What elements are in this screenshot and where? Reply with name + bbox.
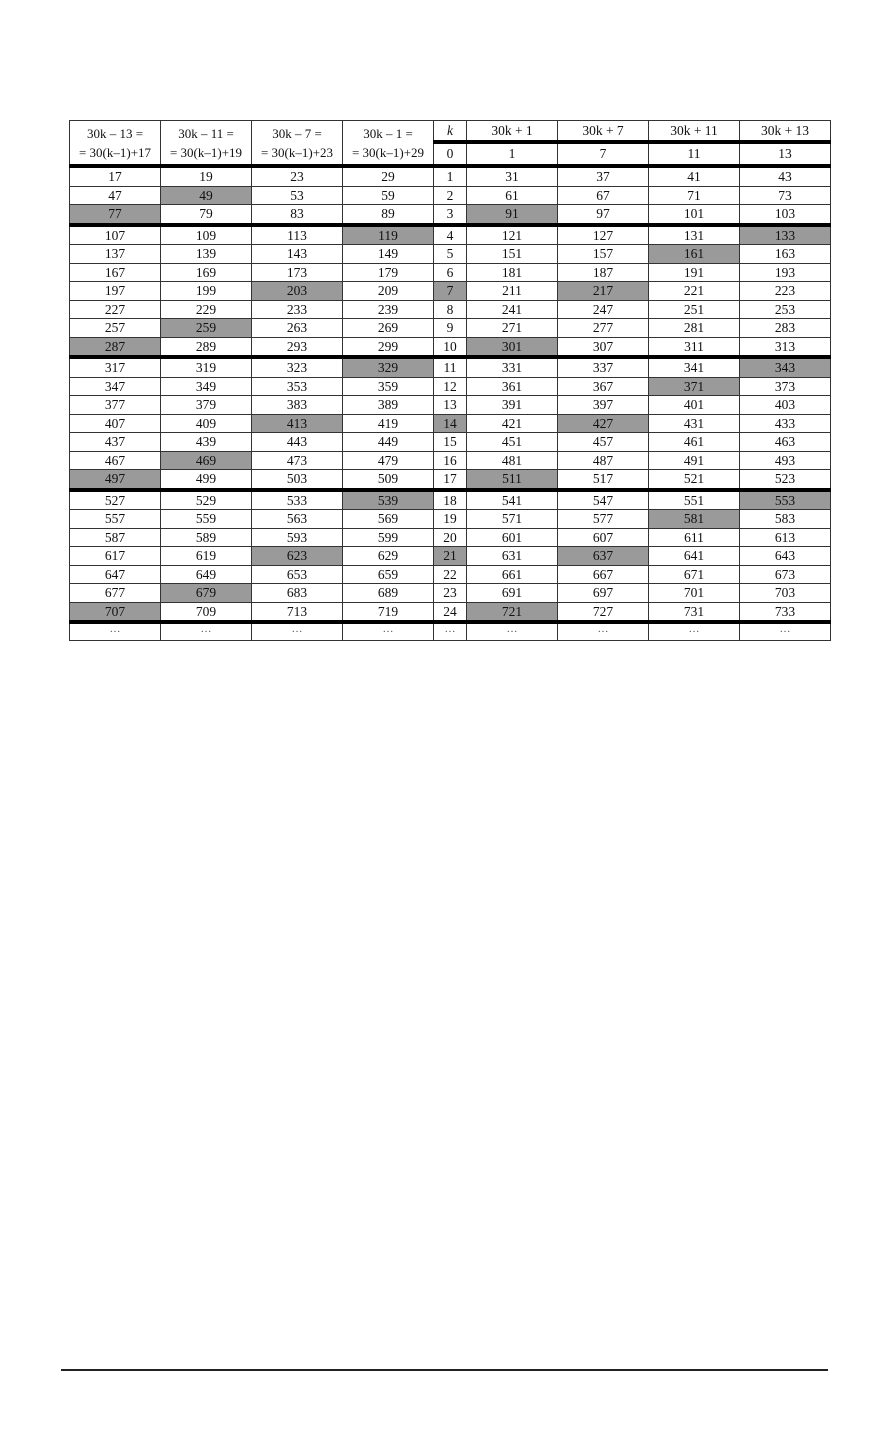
value-cell: 193 [740, 263, 831, 282]
value-cell: 533 [252, 490, 343, 510]
value-cell: 491 [649, 451, 740, 470]
value-cell: 541 [467, 490, 558, 510]
value-cell: 553 [740, 490, 831, 510]
table-row [70, 584, 831, 603]
k-cell: 11 [434, 357, 467, 377]
value-cell: 301 [467, 337, 558, 357]
table-row [70, 510, 831, 529]
value-cell: 137 [70, 245, 161, 264]
value-cell: 227 [70, 300, 161, 319]
value-cell: 119 [343, 225, 434, 245]
value-cell: 173 [252, 263, 343, 282]
value-cell: 113 [252, 225, 343, 245]
value-cell: 593 [252, 528, 343, 547]
value-cell: 61 [467, 186, 558, 205]
ellipsis-cell: … [558, 622, 649, 641]
value-cell: 511 [467, 470, 558, 490]
value-cell: 337 [558, 357, 649, 377]
k-cell: 10 [434, 337, 467, 357]
value-cell: 631 [467, 547, 558, 566]
value-cell: 47 [70, 186, 161, 205]
value-cell: 599 [343, 528, 434, 547]
value-cell: 169 [161, 263, 252, 282]
value-cell: 437 [70, 433, 161, 452]
value-cell: 41 [649, 166, 740, 186]
table-row [70, 377, 831, 396]
value-cell: 577 [558, 510, 649, 529]
value-cell: 139 [161, 245, 252, 264]
number-table [69, 120, 831, 641]
ellipsis-cell: … [740, 622, 831, 641]
table-row [70, 166, 831, 186]
value-cell: 211 [467, 282, 558, 301]
value-cell: 73 [740, 186, 831, 205]
value-cell: 293 [252, 337, 343, 357]
value-cell: 481 [467, 451, 558, 470]
table-row [70, 528, 831, 547]
header-cell-30k-plus-13: 30k + 13 [740, 121, 831, 143]
ellipsis-cell: … [70, 622, 161, 641]
value-cell: 709 [161, 602, 252, 622]
value-cell: 703 [740, 584, 831, 603]
value-cell: 19 [161, 166, 252, 186]
value-cell: 313 [740, 337, 831, 357]
value-cell: 59 [343, 186, 434, 205]
table-row [70, 490, 831, 510]
k-cell: 14 [434, 414, 467, 433]
k-cell: 1 [434, 166, 467, 186]
header-cell-30k-plus-7: 30k + 7 [558, 121, 649, 143]
value-cell: 79 [161, 205, 252, 225]
value-cell: 253 [740, 300, 831, 319]
value-cell: 589 [161, 528, 252, 547]
value-cell: 109 [161, 225, 252, 245]
value-cell: 157 [558, 245, 649, 264]
value-cell: 269 [343, 319, 434, 338]
value-cell: 607 [558, 528, 649, 547]
value-cell: 637 [558, 547, 649, 566]
value-cell: 671 [649, 565, 740, 584]
value-cell: 221 [649, 282, 740, 301]
ellipsis-cell: … [343, 622, 434, 641]
value-cell: 373 [740, 377, 831, 396]
value-cell: 527 [70, 490, 161, 510]
value-cell: 463 [740, 433, 831, 452]
value-cell: 37 [558, 166, 649, 186]
value-cell: 121 [467, 225, 558, 245]
k-cell: 21 [434, 547, 467, 566]
table-row [70, 186, 831, 205]
value-cell: 557 [70, 510, 161, 529]
header-cell-30k-minus-7 [252, 121, 343, 167]
ellipsis-cell: … [161, 622, 252, 641]
value-cell: 509 [343, 470, 434, 490]
table-row [70, 602, 831, 622]
value-cell: 473 [252, 451, 343, 470]
table-row [70, 300, 831, 319]
k-cell: 0 [434, 142, 467, 166]
header-row [70, 121, 831, 143]
value-cell: 233 [252, 300, 343, 319]
value-cell: 1 [467, 142, 558, 166]
value-cell: 727 [558, 602, 649, 622]
value-cell: 383 [252, 396, 343, 415]
header-formula: 30k – 13 = [86, 125, 144, 141]
k-cell: 8 [434, 300, 467, 319]
value-cell: 421 [467, 414, 558, 433]
footer-rule [61, 1369, 828, 1371]
value-cell: 569 [343, 510, 434, 529]
value-cell: 299 [343, 337, 434, 357]
value-cell: 341 [649, 357, 740, 377]
value-cell: 209 [343, 282, 434, 301]
value-cell: 163 [740, 245, 831, 264]
k-cell: 6 [434, 263, 467, 282]
value-cell: 583 [740, 510, 831, 529]
k-cell: 17 [434, 470, 467, 490]
value-cell: 623 [252, 547, 343, 566]
table-row [70, 205, 831, 225]
k-cell: 18 [434, 490, 467, 510]
header-formula-alt: = 30(k–1)+17 [78, 144, 152, 160]
header-cell-30k-plus-1: 30k + 1 [467, 121, 558, 143]
value-cell: 401 [649, 396, 740, 415]
value-cell: 431 [649, 414, 740, 433]
value-cell: 487 [558, 451, 649, 470]
value-cell: 281 [649, 319, 740, 338]
value-cell: 371 [649, 377, 740, 396]
value-cell: 467 [70, 451, 161, 470]
value-cell: 11 [649, 142, 740, 166]
value-cell: 271 [467, 319, 558, 338]
value-cell: 181 [467, 263, 558, 282]
value-cell: 661 [467, 565, 558, 584]
value-cell: 451 [467, 433, 558, 452]
value-cell: 97 [558, 205, 649, 225]
value-cell: 13 [740, 142, 831, 166]
value-cell: 23 [252, 166, 343, 186]
value-cell: 179 [343, 263, 434, 282]
table-row [70, 565, 831, 584]
value-cell: 191 [649, 263, 740, 282]
value-cell: 389 [343, 396, 434, 415]
value-cell: 347 [70, 377, 161, 396]
value-cell: 521 [649, 470, 740, 490]
value-cell: 581 [649, 510, 740, 529]
value-cell: 17 [70, 166, 161, 186]
table-row [70, 547, 831, 566]
value-cell: 83 [252, 205, 343, 225]
ellipsis-cell: … [649, 622, 740, 641]
value-cell: 257 [70, 319, 161, 338]
table-row [70, 433, 831, 452]
table-row [70, 245, 831, 264]
value-cell: 77 [70, 205, 161, 225]
value-cell: 223 [740, 282, 831, 301]
table-row [70, 263, 831, 282]
table-row [70, 319, 831, 338]
value-cell: 199 [161, 282, 252, 301]
value-cell: 691 [467, 584, 558, 603]
k-cell: 5 [434, 245, 467, 264]
value-cell: 287 [70, 337, 161, 357]
value-cell: 499 [161, 470, 252, 490]
k-cell: 19 [434, 510, 467, 529]
k-cell: 13 [434, 396, 467, 415]
value-cell: 443 [252, 433, 343, 452]
value-cell: 71 [649, 186, 740, 205]
value-cell: 277 [558, 319, 649, 338]
value-cell: 43 [740, 166, 831, 186]
value-cell: 439 [161, 433, 252, 452]
value-cell: 307 [558, 337, 649, 357]
value-cell: 523 [740, 470, 831, 490]
table-row [70, 414, 831, 433]
value-cell: 647 [70, 565, 161, 584]
value-cell: 67 [558, 186, 649, 205]
table-row [70, 225, 831, 245]
table-body [70, 121, 831, 641]
value-cell: 713 [252, 602, 343, 622]
value-cell: 391 [467, 396, 558, 415]
value-cell: 349 [161, 377, 252, 396]
header-cell-30k-plus-11: 30k + 11 [649, 121, 740, 143]
value-cell: 559 [161, 510, 252, 529]
value-cell: 649 [161, 565, 252, 584]
value-cell: 203 [252, 282, 343, 301]
value-cell: 479 [343, 451, 434, 470]
value-cell: 283 [740, 319, 831, 338]
value-cell: 413 [252, 414, 343, 433]
value-cell: 103 [740, 205, 831, 225]
header-formula-alt: = 30(k–1)+23 [260, 144, 334, 160]
value-cell: 407 [70, 414, 161, 433]
value-cell: 229 [161, 300, 252, 319]
value-cell: 289 [161, 337, 252, 357]
value-cell: 317 [70, 357, 161, 377]
header-formula: 30k – 7 = [272, 125, 322, 141]
value-cell: 707 [70, 602, 161, 622]
value-cell: 643 [740, 547, 831, 566]
value-cell: 239 [343, 300, 434, 319]
value-cell: 49 [161, 186, 252, 205]
k-cell: 15 [434, 433, 467, 452]
value-cell: 493 [740, 451, 831, 470]
ellipsis-cell: … [467, 622, 558, 641]
value-cell: 641 [649, 547, 740, 566]
value-cell: 731 [649, 602, 740, 622]
table-row [70, 396, 831, 415]
value-cell: 101 [649, 205, 740, 225]
k-cell: 23 [434, 584, 467, 603]
value-cell: 217 [558, 282, 649, 301]
value-cell: 667 [558, 565, 649, 584]
value-cell: 461 [649, 433, 740, 452]
value-cell: 679 [161, 584, 252, 603]
value-cell: 107 [70, 225, 161, 245]
ellipsis-cell: … [252, 622, 343, 641]
header-cell-30k-minus-13 [70, 121, 161, 167]
value-cell: 367 [558, 377, 649, 396]
header-cell-k: k [434, 121, 467, 143]
value-cell: 601 [467, 528, 558, 547]
value-cell: 469 [161, 451, 252, 470]
value-cell: 419 [343, 414, 434, 433]
value-cell: 551 [649, 490, 740, 510]
value-cell: 53 [252, 186, 343, 205]
value-cell: 611 [649, 528, 740, 547]
value-cell: 187 [558, 263, 649, 282]
k-cell: 20 [434, 528, 467, 547]
value-cell: 161 [649, 245, 740, 264]
k-cell: 16 [434, 451, 467, 470]
k-cell: 7 [434, 282, 467, 301]
value-cell: 629 [343, 547, 434, 566]
value-cell: 319 [161, 357, 252, 377]
value-cell: 529 [161, 490, 252, 510]
table-row [70, 451, 831, 470]
value-cell: 409 [161, 414, 252, 433]
value-cell: 449 [343, 433, 434, 452]
table-row [70, 337, 831, 357]
value-cell: 329 [343, 357, 434, 377]
value-cell: 91 [467, 205, 558, 225]
ellipsis-row [70, 622, 831, 641]
value-cell: 263 [252, 319, 343, 338]
value-cell: 7 [558, 142, 649, 166]
value-cell: 517 [558, 470, 649, 490]
value-cell: 247 [558, 300, 649, 319]
header-cell-30k-minus-11 [161, 121, 252, 167]
value-cell: 683 [252, 584, 343, 603]
value-cell: 343 [740, 357, 831, 377]
value-cell: 697 [558, 584, 649, 603]
value-cell: 323 [252, 357, 343, 377]
value-cell: 361 [467, 377, 558, 396]
value-cell: 433 [740, 414, 831, 433]
value-cell: 457 [558, 433, 649, 452]
value-cell: 733 [740, 602, 831, 622]
value-cell: 149 [343, 245, 434, 264]
header-formula-alt: = 30(k–1)+29 [351, 144, 425, 160]
value-cell: 143 [252, 245, 343, 264]
value-cell: 133 [740, 225, 831, 245]
value-cell: 427 [558, 414, 649, 433]
table-row [70, 470, 831, 490]
value-cell: 197 [70, 282, 161, 301]
value-cell: 131 [649, 225, 740, 245]
value-cell: 29 [343, 166, 434, 186]
header-formula-alt: = 30(k–1)+19 [169, 144, 243, 160]
value-cell: 331 [467, 357, 558, 377]
value-cell: 653 [252, 565, 343, 584]
header-formula: 30k – 11 = [178, 125, 234, 141]
value-cell: 403 [740, 396, 831, 415]
value-cell: 89 [343, 205, 434, 225]
value-cell: 151 [467, 245, 558, 264]
value-cell: 721 [467, 602, 558, 622]
value-cell: 571 [467, 510, 558, 529]
value-cell: 619 [161, 547, 252, 566]
value-cell: 167 [70, 263, 161, 282]
value-cell: 613 [740, 528, 831, 547]
value-cell: 377 [70, 396, 161, 415]
ellipsis-cell: … [434, 622, 467, 641]
value-cell: 311 [649, 337, 740, 357]
value-cell: 359 [343, 377, 434, 396]
value-cell: 497 [70, 470, 161, 490]
value-cell: 379 [161, 396, 252, 415]
k-cell: 24 [434, 602, 467, 622]
value-cell: 659 [343, 565, 434, 584]
value-cell: 563 [252, 510, 343, 529]
k-cell: 9 [434, 319, 467, 338]
table-row [70, 357, 831, 377]
header-cell-30k-minus-1 [343, 121, 434, 167]
value-cell: 31 [467, 166, 558, 186]
value-cell: 503 [252, 470, 343, 490]
value-cell: 677 [70, 584, 161, 603]
k-cell: 22 [434, 565, 467, 584]
value-cell: 397 [558, 396, 649, 415]
value-cell: 241 [467, 300, 558, 319]
value-cell: 547 [558, 490, 649, 510]
value-cell: 251 [649, 300, 740, 319]
table-row [70, 282, 831, 301]
value-cell: 127 [558, 225, 649, 245]
value-cell: 617 [70, 547, 161, 566]
value-cell: 259 [161, 319, 252, 338]
value-cell: 353 [252, 377, 343, 396]
k-cell: 12 [434, 377, 467, 396]
value-cell: 587 [70, 528, 161, 547]
k-cell: 3 [434, 205, 467, 225]
k-cell: 2 [434, 186, 467, 205]
value-cell: 689 [343, 584, 434, 603]
value-cell: 673 [740, 565, 831, 584]
k-cell: 4 [434, 225, 467, 245]
value-cell: 701 [649, 584, 740, 603]
header-formula: 30k – 1 = [363, 125, 413, 141]
value-cell: 719 [343, 602, 434, 622]
value-cell: 539 [343, 490, 434, 510]
